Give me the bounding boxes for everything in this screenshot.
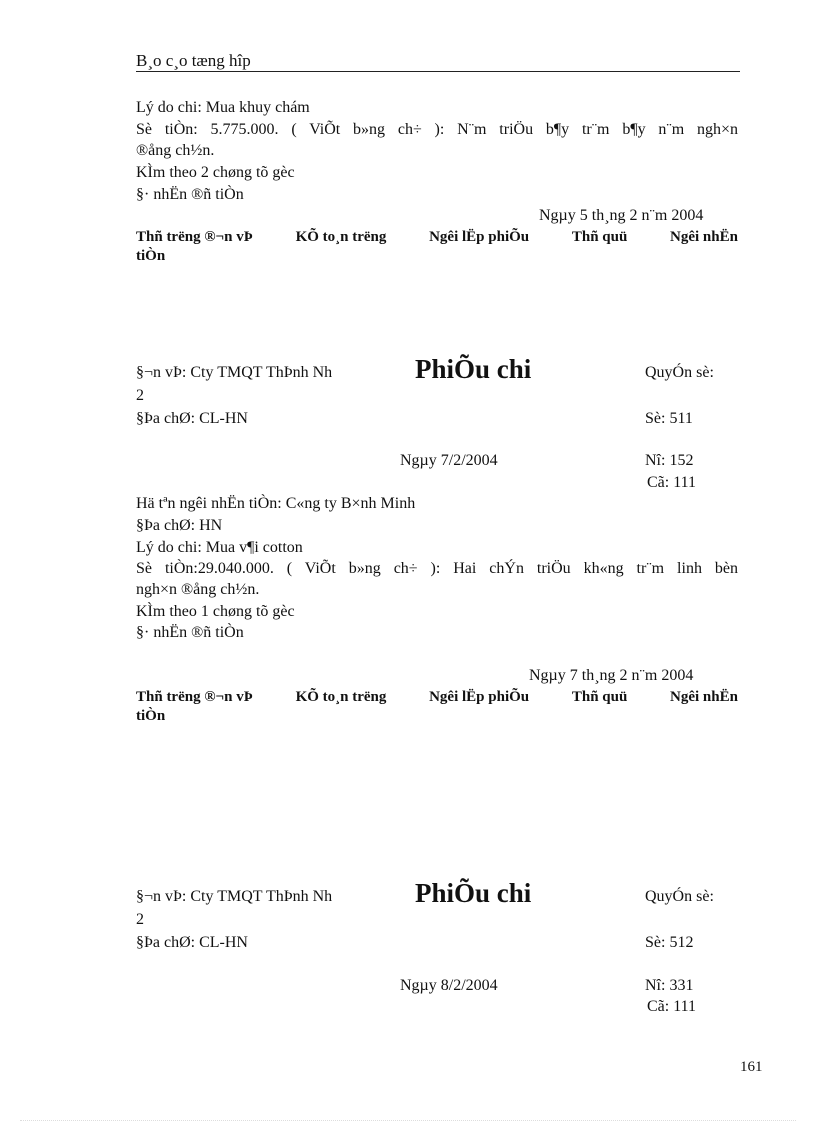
signature-label: KÕ to¸n trëng bbox=[295, 229, 387, 245]
signature-overflow: tiÒn bbox=[136, 248, 166, 264]
attached-documents-line: KÌm theo 1 chøng tõ gèc bbox=[136, 603, 295, 620]
address-label: §Þa chØ: CL-HN bbox=[136, 410, 248, 427]
signing-date: Ngµy 7 th¸ng 2 n¨m 2004 bbox=[529, 667, 694, 684]
voucher-number: Sè: 511 bbox=[645, 410, 693, 427]
signature-label: Ngêi lËp phiÕu bbox=[429, 689, 530, 705]
received-line: §· nhËn ®ñ tiÒn bbox=[136, 624, 244, 641]
signature-label: Ngêi lËp phiÕu bbox=[429, 229, 530, 245]
recipient-line: Hä tªn ngêi nhËn tiÒn: C«ng ty B×nh Minh bbox=[136, 495, 416, 512]
voucher-date: Ngµy 8/2/2004 bbox=[400, 977, 498, 994]
signing-date: Ngµy 5 th¸ng 2 n¨m 2004 bbox=[539, 207, 704, 224]
book-number: QuyÓn sè: bbox=[645, 364, 714, 381]
header-rule bbox=[136, 71, 740, 72]
signature-label: Thñ quü bbox=[571, 689, 628, 705]
book-number: QuyÓn sè: bbox=[645, 888, 714, 905]
unit-label: §¬n vÞ: Cty TMQT ThÞnh Nh bbox=[136, 888, 333, 905]
credit-account: Cã: 111 bbox=[647, 474, 697, 491]
unit-overflow: 2 bbox=[136, 387, 144, 404]
signature-label: Ngêi nhËn bbox=[670, 229, 738, 245]
amount-line-continued: ®ång ch½n. bbox=[136, 142, 215, 159]
amount-line: Sè tiÒn: 5.775.000. ( ViÕt b»ng ch÷ ): N¨m triÖu b¶y tr¨m b¶y n¨m ngh×n bbox=[136, 121, 738, 138]
amount-line-continued: ngh×n ®ång ch½n. bbox=[136, 581, 260, 598]
voucher-number: Sè: 512 bbox=[645, 934, 694, 951]
signature-row bbox=[136, 688, 738, 706]
signature-overflow: tiÒn bbox=[136, 708, 166, 724]
reason-line: Lý do chi: Mua khuy chám bbox=[136, 99, 310, 116]
report-header-title: B¸o c¸o tæng hîp bbox=[136, 51, 251, 70]
page-bottom-divider bbox=[20, 1120, 796, 1121]
debit-account: Nî: 331 bbox=[645, 977, 694, 994]
amount-line: Sè tiÒn:29.040.000. ( ViÕt b»ng ch÷ ): Hai chÝn triÖu kh«ng tr¨m linh bèn bbox=[136, 560, 738, 577]
reason-line: Lý do chi: Mua v¶i cotton bbox=[136, 539, 303, 556]
unit-label: §¬n vÞ: Cty TMQT ThÞnh Nh bbox=[136, 364, 333, 381]
credit-account: Cã: 111 bbox=[647, 998, 697, 1015]
signature-row bbox=[136, 228, 738, 246]
signature-label: Ngêi nhËn bbox=[670, 689, 738, 705]
signature-label: KÕ to¸n trëng bbox=[295, 689, 387, 705]
attached-documents-line: KÌm theo 2 chøng tõ gèc bbox=[136, 164, 295, 181]
voucher-title: PhiÕu chi bbox=[415, 354, 532, 384]
page-number: 161 bbox=[740, 1059, 763, 1075]
debit-account: Nî: 152 bbox=[645, 452, 694, 469]
voucher-date: Ngµy 7/2/2004 bbox=[400, 452, 498, 469]
address-label: §Þa chØ: CL-HN bbox=[136, 934, 248, 951]
voucher-title: PhiÕu chi bbox=[415, 878, 532, 908]
signature-label: Thñ trëng ®¬n vÞ bbox=[136, 689, 253, 705]
unit-overflow: 2 bbox=[136, 911, 144, 928]
signature-label: Thñ trëng ®¬n vÞ bbox=[136, 229, 253, 245]
recipient-address: §Þa chØ: HN bbox=[136, 517, 223, 534]
signature-label: Thñ quü bbox=[571, 229, 628, 245]
received-line: §· nhËn ®ñ tiÒn bbox=[136, 186, 244, 203]
